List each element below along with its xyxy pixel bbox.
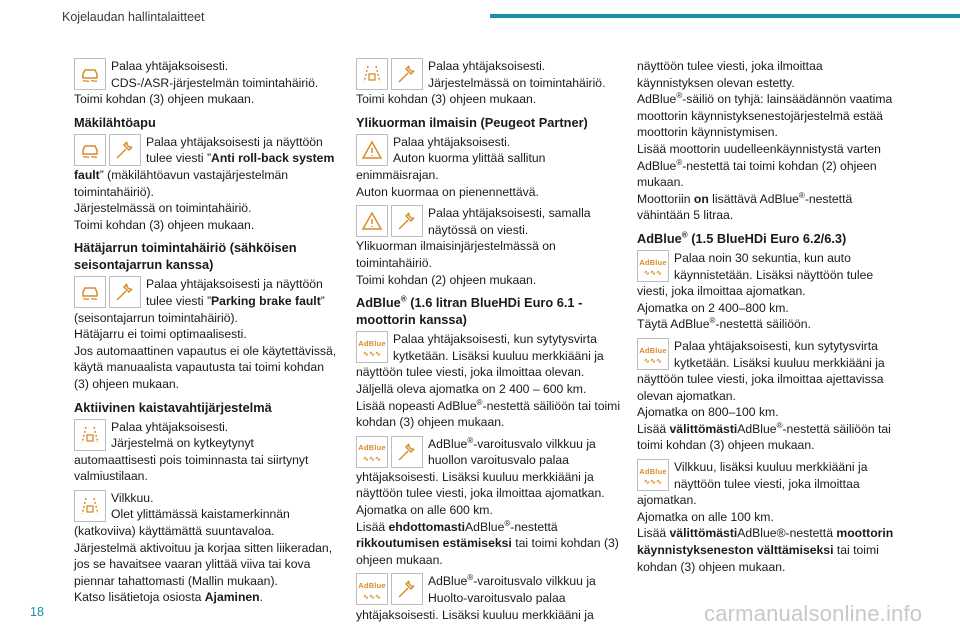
header-accent-bar	[490, 14, 960, 18]
warning-block: Palaa yhtäjaksoisesti ja näyttöön tulee viesti ”Parking brake fault” (seisontajarrun toimintahäiriö). Hätäjarru ei toimi optimaalisesti. Jos automaattinen vapautus ei ole käytettävissä, käytä manuaalista vapautusta tai toimi kohdan (3) ohjeen mukaan.	[74, 277, 337, 391]
section-heading: Ylikuorman ilmaisin (Peugeot Partner)	[356, 114, 588, 130]
wrench-icon	[391, 573, 423, 605]
wrench-icon	[109, 134, 141, 166]
cross-reference-link: Ajaminen	[204, 590, 260, 605]
continued-text-block: näyttöön tulee viesti, joka ilmoittaa käynnistyksen olevan estetty. AdBlue®-säiliö on tyhjä: lainsäädännön vaatima moottorin käynnistyksenestojärjestelmä estää moottorin käynnistymisen. Lisää moottorin uudelleenkäynnistystä varten AdBlue®-nestettä tai toimi kohdan (2) ohjeen mukaan. Moottoriin on lisättävä AdBlue®-nestettä vähintään 5 litraa.	[637, 59, 893, 223]
column-2	[356, 58, 621, 628]
warning-block: AdBlue ∿∿∿ Palaa noin 30 sekuntia, kun auto käynnistetään. Lisäksi näyttöön tulee viesti, joka ilmoittaa ajomatkan. Ajomatka on 2 400–800 km. Täytä AdBlue®-nestettä säiliöön.	[637, 250, 874, 332]
warning-block: AdBlue ∿∿∿ AdBlue®-varoitusvalo vilkkuu ja huollon varoitusvalo palaa yhtäjaksoisesti. Lisäksi kuuluu merkkiääni ja näyttöön tulee viesti, joka ilmoittaa ajomatkan. Ajomatka on alle 600 km. Lisää ehdottomastiAdBlue®-nestettä rikkoutumisen estämiseksi tai toimi kohdan (3) ohjeen mukaan.	[356, 435, 619, 567]
adblue-icon: AdBlue ∿∿∿	[637, 338, 669, 370]
lane-departure-icon	[356, 58, 388, 90]
section-heading: Aktiivinen kaistavahtijärjestelmä	[74, 399, 272, 415]
page-header-title: Kojelaudan hallintalaitteet	[62, 10, 205, 24]
lane-departure-icon	[74, 490, 106, 522]
wrench-icon	[391, 205, 423, 237]
warning-block: AdBlue ∿∿∿ Palaa yhtäjaksoisesti, kun sytytysvirta kytketään. Lisäksi kuuluu merkkiääni ja näyttöön tulee viesti, joka ilmoittaa olevan. Jäljellä oleva ajomatka on 2 400 – 600 km. Lisää nopeasti AdBlue®-nestettä säiliöön tai toimi kohdan (3) ohjeen mukaan.	[356, 332, 621, 430]
warning-block: AdBlue ∿∿∿ Palaa yhtäjaksoisesti, kun sytytysvirta kytketään. Lisäksi kuuluu merkkiääni ja näyttöön tulee viesti, joka ilmoittaa ajettavissa olevan ajomatkan. Ajomatka on 800–100 km. Lisää välittömästiAdBlue®-nestettä säiliöön tai toimi kohdan (3) ohjeen mukaan.	[637, 338, 891, 453]
warning-block: AdBlue ∿∿∿ AdBlue®-varoitusvalo vilkkuu ja Huolto-varoitusvalo palaa yhtäjaksoisesti. Lisäksi kuuluu merkkiääni ja	[356, 573, 596, 622]
section-heading: Hätäjarrun toimintahäiriö (sähköisen seisontajarrun kanssa)	[74, 240, 297, 273]
wrench-icon	[391, 58, 423, 90]
adblue-icon: AdBlue ∿∿∿	[356, 573, 388, 605]
warning-block: AdBlue ∿∿∿ Vilkkuu, lisäksi kuuluu merkkiääni ja näyttöön tulee viesti, joka ilmoittaa ajomatkan. Ajomatka on alle 100 km. Lisää välittömästiAdBlue®-nestettä moottorin käynnistykseneston välttämiseksi tai toimi kohdan (3) ohjeen mukaan.	[637, 460, 894, 574]
adblue-icon: AdBlue ∿∿∿	[637, 250, 669, 282]
car-skid-icon	[74, 276, 106, 308]
wrench-icon	[109, 276, 141, 308]
warning-triangle-icon	[356, 205, 388, 237]
lane-departure-icon	[74, 419, 106, 451]
warning-block: Palaa yhtäjaksoisesti. Auton kuorma ylittää sallitun enimmäisrajan. Auton kuormaa on pienennettävä.	[356, 134, 546, 199]
section-heading: AdBlue® (1.6 litran BlueHDi Euro 6.1 -moottorin kanssa)	[356, 294, 583, 328]
warning-block: Palaa yhtäjaksoisesti, samalla näytössä on viesti. Ylikuorman ilmaisinjärjestelmässä on toimintahäiriö. Toimi kohdan (2) ohjeen mukaan.	[356, 206, 591, 287]
adblue-icon: AdBlue ∿∿∿	[356, 436, 388, 468]
adblue-icon: AdBlue ∿∿∿	[637, 459, 669, 491]
car-skid-icon	[74, 58, 106, 90]
column-3	[637, 58, 902, 580]
warning-block: Palaa yhtäjaksoisesti. Järjestelmässä on toimintahäiriö. Toimi kohdan (3) ohjeen mukaan.	[356, 59, 606, 107]
warning-block: Palaa yhtäjaksoisesti. CDS-/ASR-järjestelmän toimintahäiriö. Toimi kohdan (3) ohjeen mukaan.	[74, 59, 319, 107]
page-number: 18	[30, 605, 44, 619]
warning-block: Palaa yhtäjaksoisesti ja näyttöön tulee viesti ”Anti roll-back system fault” (mäkilähtöavun vastajärjestelmän toimintahäiriö). Järjestelmässä on toimintahäiriö. Toimi kohdan (3) ohjeen mukaan.	[74, 134, 335, 232]
section-heading: AdBlue® (1.5 BlueHDi Euro 6.2/6.3)	[637, 230, 847, 246]
wrench-icon	[391, 436, 423, 468]
watermark: carmanualsonline.info	[704, 601, 923, 626]
car-skid-icon	[74, 134, 106, 166]
warning-block: Vilkkuu. Olet ylittämässä kaistamerkinnän (katkoviiva) käyttämättä suuntavaloa. Järjestelmä aktivoituu ja korjaa sitten liikeradan, jos se havaitsee vaaran ylittää viiva tai kova piennar tahattomasti (Mallin mukaan). Katso lisätietoja osiosta Ajaminen.	[74, 490, 333, 605]
warning-triangle-icon	[356, 134, 388, 166]
section-heading: Mäkilähtöapu	[74, 114, 156, 130]
column-1	[74, 58, 339, 611]
adblue-icon: AdBlue ∿∿∿	[356, 331, 388, 363]
warning-block: Palaa yhtäjaksoisesti. Järjestelmä on kytkeytynyt automaattisesti pois toiminnasta tai siirtynyt valmiustilaan.	[74, 419, 309, 484]
